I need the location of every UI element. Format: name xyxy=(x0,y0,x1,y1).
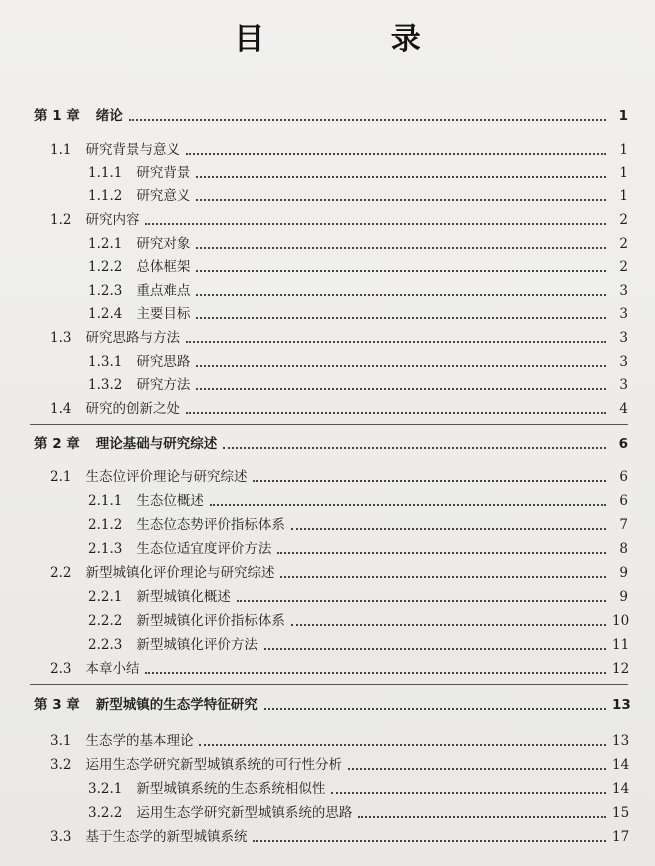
toc-label: 基于生态学的新型城镇系统 xyxy=(85,829,248,845)
dot-leader xyxy=(277,550,606,554)
toc-label: 运用生态学研究新型城镇系统的思路 xyxy=(136,805,353,821)
toc-section-entry xyxy=(50,326,628,348)
toc-subsection-entry xyxy=(88,161,628,183)
toc-page-number: 6 xyxy=(619,469,628,485)
dot-leader xyxy=(253,478,606,482)
toc-number: 第 3 章 xyxy=(34,697,80,713)
toc-page-number: 17 xyxy=(612,829,630,845)
toc-number: 1.1.1 xyxy=(88,165,123,181)
toc-page-number: 13 xyxy=(612,733,630,749)
dot-leader xyxy=(223,445,606,449)
toc-subsection-entry xyxy=(88,279,628,301)
toc-page-number: 3 xyxy=(619,306,628,322)
dot-leader xyxy=(199,742,606,746)
toc-subsection-entry xyxy=(88,633,628,655)
toc-page-number: 3 xyxy=(619,354,628,370)
toc-label: 研究方法 xyxy=(136,377,191,393)
toc-page-number: 3 xyxy=(619,377,628,393)
toc-label: 生态位适宜度评价方法 xyxy=(136,541,272,557)
toc-label: 生态位态势评价指标体系 xyxy=(136,517,285,533)
toc-number: 1.2.3 xyxy=(88,283,123,299)
dot-leader xyxy=(196,245,606,249)
toc-label: 研究意义 xyxy=(136,188,191,204)
toc-page-number: 6 xyxy=(618,436,628,452)
toc-page-number: 13 xyxy=(612,697,631,713)
toc-label: 新型城镇化评价指标体系 xyxy=(136,613,285,629)
toc-subsection-entry xyxy=(88,255,628,277)
toc-label: 本章小结 xyxy=(85,661,140,677)
toc-number: 1.4 xyxy=(50,401,72,417)
toc-subsection-entry xyxy=(88,537,628,559)
toc-label: 绪论 xyxy=(95,108,123,124)
toc-label: 重点难点 xyxy=(136,283,191,299)
toc-page-number: 7 xyxy=(619,517,628,533)
toc-subsection-entry xyxy=(88,373,628,395)
toc-number: 3.3 xyxy=(50,829,72,845)
toc-number: 3.2 xyxy=(50,757,72,773)
toc-page-number: 15 xyxy=(612,805,630,821)
dot-leader xyxy=(331,790,606,794)
toc-label: 研究思路 xyxy=(136,354,191,370)
toc-number: 1.2 xyxy=(50,212,72,228)
toc-subsection-entry xyxy=(88,609,628,631)
toc-number: 2.1.3 xyxy=(88,541,123,557)
toc-page-number: 2 xyxy=(619,212,628,228)
toc-number: 2.2.3 xyxy=(88,637,123,653)
toc-chapter-entry xyxy=(34,104,628,126)
dot-leader xyxy=(358,814,606,818)
dot-leader xyxy=(196,268,606,272)
toc-number: 1.3.2 xyxy=(88,377,123,393)
toc-label: 主要目标 xyxy=(136,306,191,322)
toc-page-number: 12 xyxy=(612,661,630,677)
toc-number: 2.2.2 xyxy=(88,613,123,629)
dot-leader xyxy=(253,838,606,842)
dot-leader xyxy=(145,221,606,225)
toc-label: 新型城镇化概述 xyxy=(136,589,231,605)
dot-leader xyxy=(264,646,606,650)
toc-number: 1.1 xyxy=(50,142,72,158)
toc-page-number: 3 xyxy=(619,283,628,299)
toc-number: 1.1.2 xyxy=(88,188,123,204)
toc-number: 第 2 章 xyxy=(34,436,80,452)
toc-page-number: 1 xyxy=(619,188,628,204)
toc-chapter-entry xyxy=(34,693,631,715)
toc-label: 研究背景与意义 xyxy=(85,142,180,158)
dot-leader xyxy=(196,292,606,296)
toc-section-entry xyxy=(50,465,628,487)
dot-leader xyxy=(186,151,606,155)
toc-label: 新型城镇系统的生态系统相似性 xyxy=(136,781,326,797)
toc-number: 1.2.4 xyxy=(88,306,123,322)
toc-number: 2.1 xyxy=(50,469,72,485)
toc-subsection-entry xyxy=(88,777,628,799)
chapter-divider xyxy=(30,424,628,425)
toc-subsection-entry xyxy=(88,232,628,254)
toc-label: 生态学的基本理论 xyxy=(85,733,194,749)
toc-number: 3.1 xyxy=(50,733,72,749)
toc-section-entry xyxy=(50,208,628,230)
dot-leader xyxy=(196,197,606,201)
toc-page-number: 8 xyxy=(619,541,628,557)
page-title: 目 录 xyxy=(234,22,479,57)
toc-label: 研究内容 xyxy=(85,212,140,228)
toc-page-number: 2 xyxy=(619,259,628,275)
toc-subsection-entry xyxy=(88,489,628,511)
toc-chapter-entry xyxy=(34,432,628,454)
dot-leader xyxy=(264,706,606,710)
toc-label: 理论基础与研究综述 xyxy=(95,436,218,452)
toc-section-entry xyxy=(50,561,628,583)
dot-leader xyxy=(145,670,606,674)
toc-page-number: 2 xyxy=(619,236,628,252)
toc-page-number: 1 xyxy=(619,165,628,181)
toc-subsection-entry xyxy=(88,350,628,372)
toc-subsection-entry xyxy=(88,801,628,823)
toc-page-number: 1 xyxy=(618,108,628,124)
toc-number: 1.3 xyxy=(50,330,72,346)
toc-label: 运用生态学研究新型城镇系统的可行性分析 xyxy=(85,757,342,773)
dot-leader xyxy=(291,526,606,530)
toc-label: 研究思路与方法 xyxy=(85,330,180,346)
toc-label: 新型城镇化评价理论与研究综述 xyxy=(85,565,275,581)
dot-leader xyxy=(196,315,606,319)
toc-page-number: 1 xyxy=(619,142,628,158)
toc-section-entry xyxy=(50,138,628,160)
toc-subsection-entry xyxy=(88,302,628,324)
dot-leader xyxy=(348,766,606,770)
toc-label: 新型城镇的生态学特征研究 xyxy=(95,697,258,713)
dot-leader xyxy=(186,410,606,414)
toc-page-number: 11 xyxy=(612,637,630,653)
dot-leader xyxy=(196,386,606,390)
toc-subsection-entry xyxy=(88,585,628,607)
toc-page-number: 9 xyxy=(619,589,628,605)
toc-number: 2.2 xyxy=(50,565,72,581)
dot-leader xyxy=(237,598,606,602)
dot-leader xyxy=(186,339,606,343)
toc-section-entry xyxy=(50,657,628,679)
toc-label: 研究的创新之处 xyxy=(85,401,180,417)
toc-label: 总体框架 xyxy=(136,259,191,275)
toc-page-number: 4 xyxy=(619,401,628,417)
toc-label: 研究背景 xyxy=(136,165,191,181)
toc-number: 1.2.1 xyxy=(88,236,123,252)
dot-leader xyxy=(129,117,606,121)
toc-label: 生态位评价理论与研究综述 xyxy=(85,469,248,485)
toc-page-number: 3 xyxy=(619,330,628,346)
toc-number: 第 1 章 xyxy=(34,108,80,124)
chapter-divider xyxy=(30,684,628,685)
toc-section-entry xyxy=(50,397,628,419)
dot-leader xyxy=(291,622,606,626)
toc-section-entry xyxy=(50,825,628,847)
dot-leader xyxy=(280,574,606,578)
toc-page-number: 6 xyxy=(619,493,628,509)
toc-number: 2.1.2 xyxy=(88,517,123,533)
toc-page-number: 10 xyxy=(612,613,630,629)
toc-number: 1.3.1 xyxy=(88,354,123,370)
toc-page-number: 14 xyxy=(612,757,630,773)
toc-number: 3.2.1 xyxy=(88,781,123,797)
toc-section-entry xyxy=(50,753,628,775)
toc-section-entry xyxy=(50,729,628,751)
toc-subsection-entry xyxy=(88,513,628,535)
toc-number: 3.2.2 xyxy=(88,805,123,821)
toc-number: 2.2.1 xyxy=(88,589,123,605)
toc-label: 生态位概述 xyxy=(136,493,204,509)
dot-leader xyxy=(210,502,606,506)
toc-label: 研究对象 xyxy=(136,236,191,252)
toc-page-number: 9 xyxy=(619,565,628,581)
dot-leader xyxy=(196,174,606,178)
toc-subsection-entry xyxy=(88,184,628,206)
toc-page-number: 14 xyxy=(612,781,630,797)
toc-number: 2.3 xyxy=(50,661,72,677)
toc-label: 新型城镇化评价方法 xyxy=(136,637,258,653)
toc-number: 1.2.2 xyxy=(88,259,123,275)
toc-number: 2.1.1 xyxy=(88,493,123,509)
dot-leader xyxy=(196,363,606,367)
